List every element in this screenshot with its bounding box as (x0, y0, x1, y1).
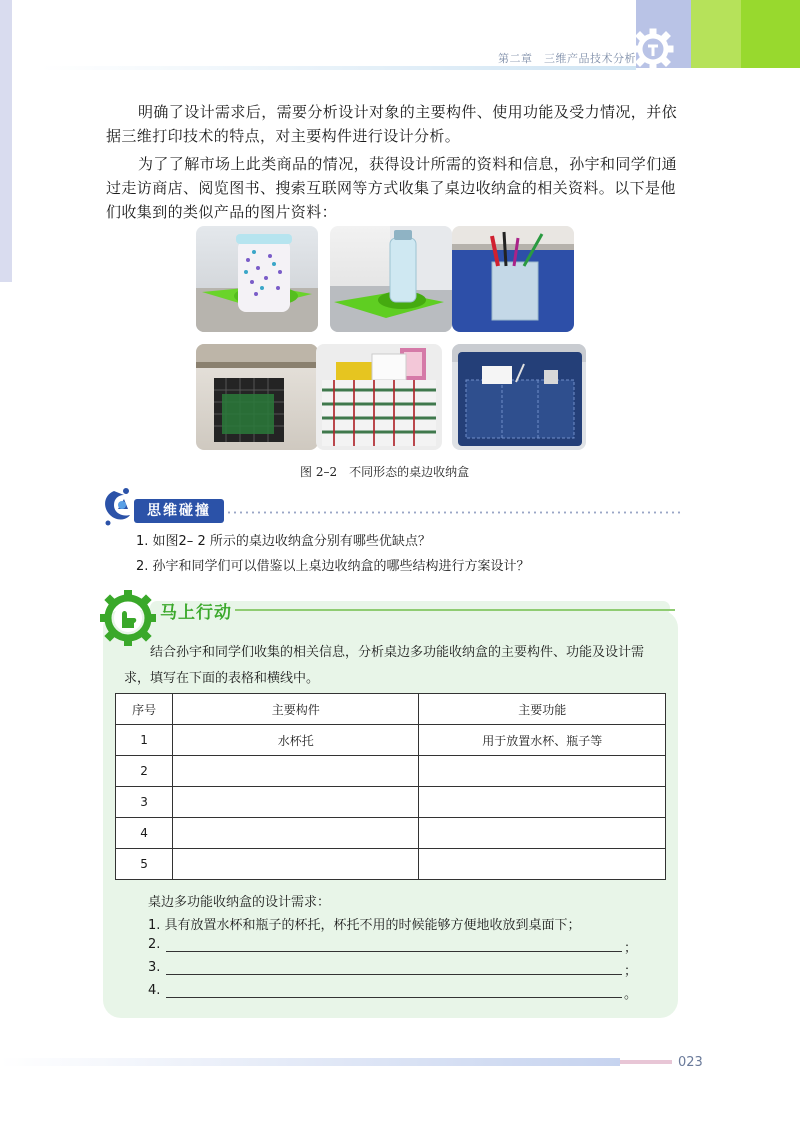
requirements-title: 桌边多功能收纳盒的设计需求： (148, 895, 331, 910)
cell-component[interactable]: 水杯托 (173, 725, 419, 756)
figure-caption: 图 2–2 不同形态的桌边收纳盒 (300, 465, 470, 479)
action-intro (124, 640, 664, 692)
table-header-row (116, 694, 666, 725)
photo-wire-basket (196, 344, 318, 450)
action-title-rule (235, 609, 675, 611)
requirement-3-blank[interactable] (166, 974, 622, 975)
cell-function[interactable] (419, 787, 666, 818)
header-band-green (691, 0, 741, 68)
header-rule (40, 66, 636, 70)
table-row (116, 849, 666, 880)
requirement-3-number: 3. (148, 960, 161, 975)
requirement-4-number: 4. (148, 983, 161, 998)
cell-function[interactable] (419, 818, 666, 849)
table-row (116, 725, 666, 756)
page-number: 023 (678, 1055, 703, 1070)
footer-accent (620, 1060, 672, 1064)
cell-function[interactable]: 用于放置水杯、瓶子等 (419, 725, 666, 756)
requirement-4-blank[interactable] (166, 997, 622, 998)
photo-denim-organizer (452, 344, 586, 450)
photo-plaid-basket (316, 344, 442, 450)
think-section-title: 思维碰撞 (134, 499, 224, 523)
table-row (116, 818, 666, 849)
paragraph-2 (106, 152, 686, 224)
left-margin-bar (0, 0, 12, 282)
question-1: 1. 如图2– 2 所示的桌边收纳盒分别有哪些优缺点？ (136, 534, 431, 549)
cell-component[interactable] (173, 787, 419, 818)
cell-component[interactable] (173, 756, 419, 787)
action-section-title: 马上行动 (160, 603, 232, 623)
paragraph-1-text: 明确了设计需求后，需要分析设计对象的主要构件、使用功能及受力情况，并依据三维打印技术的特点，对主要构件进行设计分析。 (106, 103, 678, 145)
question-2: 2. 孙宇和同学们可以借鉴以上桌边收纳盒的哪些结构进行方案设计？ (136, 559, 530, 574)
requirement-2-blank[interactable] (166, 951, 622, 952)
cell-function[interactable] (419, 756, 666, 787)
cell-index: 2 (116, 756, 173, 787)
product-photo-grid (196, 226, 586, 450)
requirement-3-end: ； (624, 964, 638, 979)
chapter-title: 第二章 三维产品技术分析 (498, 52, 636, 65)
think-dotted-rule (226, 511, 682, 514)
cell-component[interactable] (173, 849, 419, 880)
cell-index: 3 (116, 787, 173, 818)
cell-component[interactable] (173, 818, 419, 849)
col-header-component: 主要构件 (173, 694, 419, 725)
component-table (115, 693, 666, 880)
cell-index: 5 (116, 849, 173, 880)
action-intro-text: 结合孙宇和同学们收集的相关信息，分析桌边多功能收纳盒的主要构件、功能及设计需求，填写在下面的表格和横线中。 (124, 645, 645, 686)
table-row (116, 787, 666, 818)
requirement-2-number: 2. (148, 937, 161, 952)
cell-index: 1 (116, 725, 173, 756)
col-header-function: 主要功能 (419, 694, 666, 725)
header-band-lime (741, 0, 800, 68)
photo-cup-holder-bottle (330, 226, 452, 332)
paragraph-1 (106, 100, 686, 148)
photo-cup-holder-dotted (196, 226, 318, 332)
requirement-4-end: 。 (624, 987, 638, 1002)
table-row (116, 756, 666, 787)
photo-pen-holder (452, 226, 574, 332)
gear-icon (632, 28, 674, 70)
cell-index: 4 (116, 818, 173, 849)
footer-bar (0, 1058, 620, 1066)
gear-hand-icon (100, 588, 160, 648)
col-header-index: 序号 (116, 694, 173, 725)
requirement-2-end: ； (624, 941, 638, 956)
requirement-1: 1. 具有放置水杯和瓶子的杯托，杯托不用的时候能够方便地收放到桌面下； (148, 918, 581, 933)
cell-function[interactable] (419, 849, 666, 880)
paragraph-2-text: 为了了解市场上此类商品的情况，获得设计所需的资料和信息，孙宇和同学们通过走访商店、阅览图书、搜索互联网等方式收集了桌边收纳盒的相关资料。以下是他们收集到的类似产品的图片资料： (106, 155, 678, 221)
